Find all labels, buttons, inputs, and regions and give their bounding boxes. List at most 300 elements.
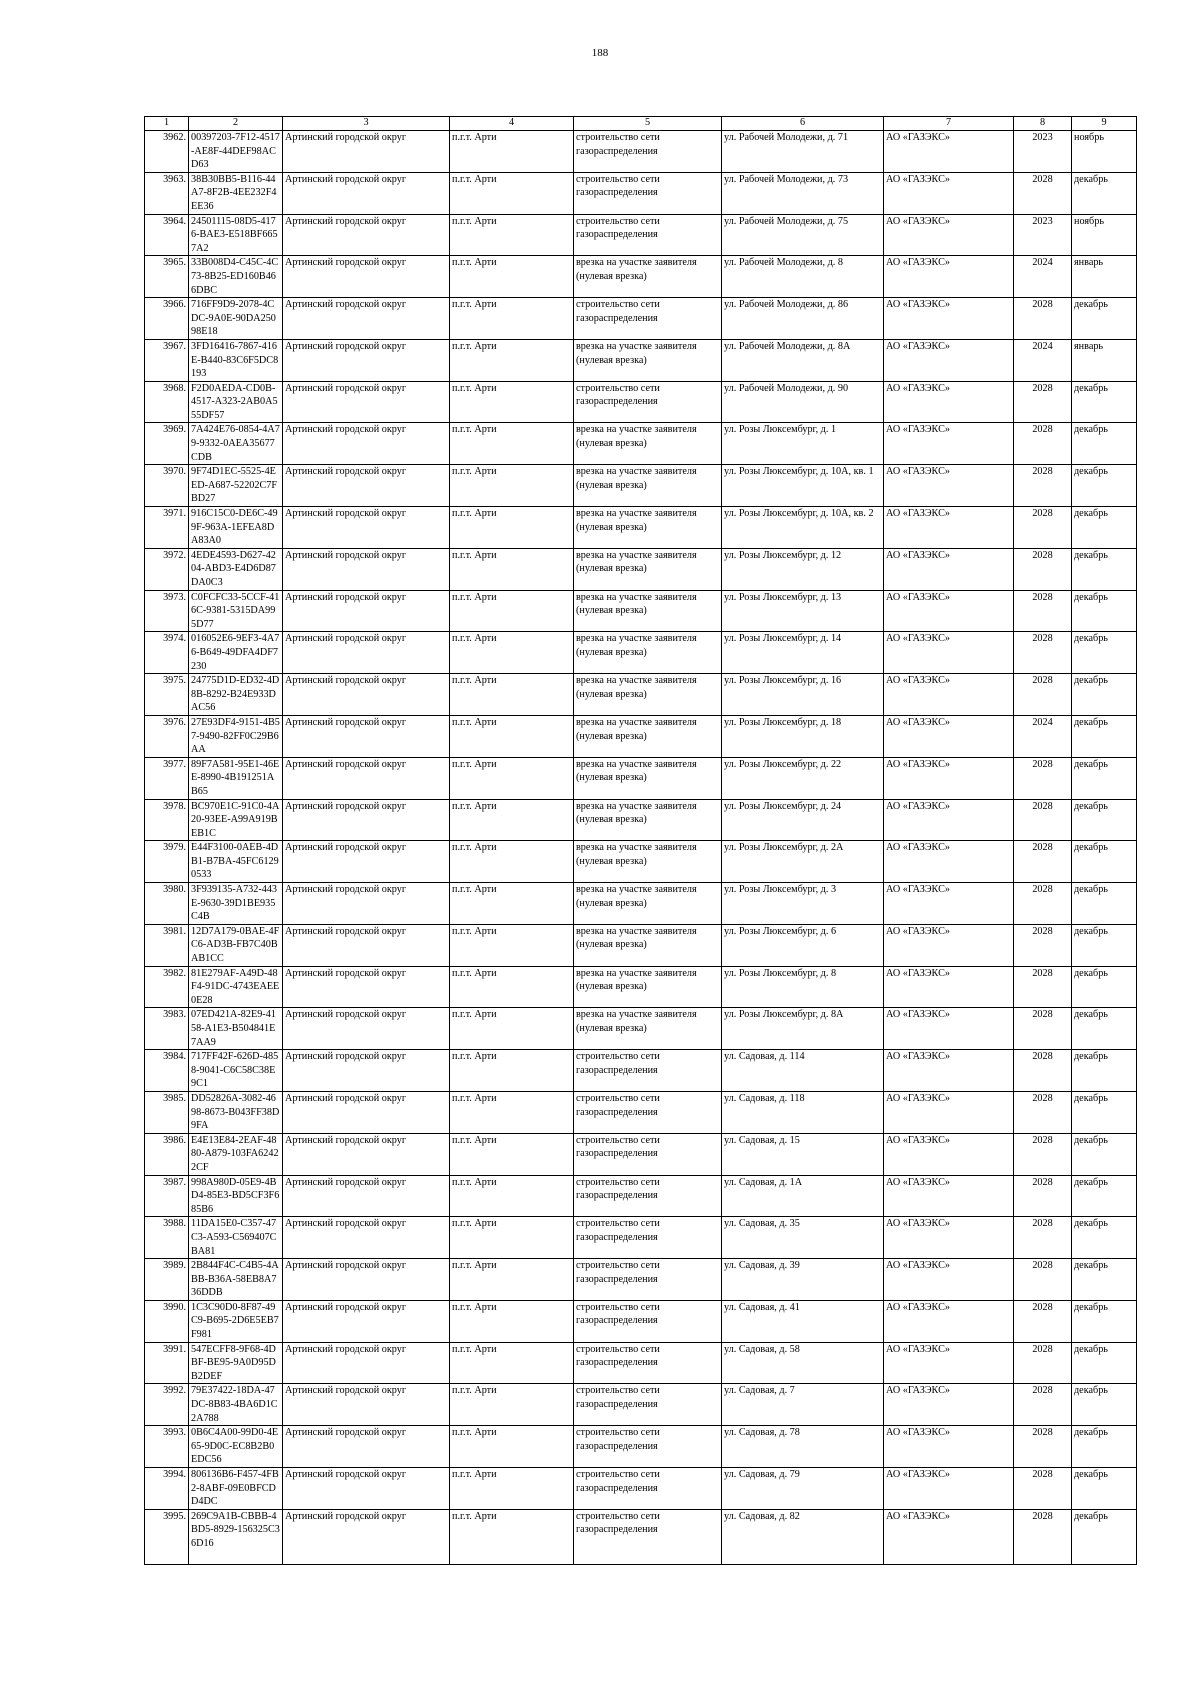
table-row (145, 674, 1137, 716)
cell-object-id: 7A424E76-0854-4A79-9332-0AEA35677CDB (189, 423, 283, 465)
cell-organization: АО «ГАЗЭКС» (884, 632, 1014, 674)
cell-work-type: врезка на участке заявителя (нулевая врезка) (574, 715, 722, 757)
cell-settlement: п.г.т. Арти (450, 465, 574, 507)
cell-object-id: 269C9A1B-CBBB-4BD5-8929-156325C36D16 (189, 1509, 283, 1564)
column-header: 2 (189, 117, 283, 131)
cell-address: ул. Розы Люксембург, д. 14 (722, 632, 884, 674)
cell-month: ноябрь (1072, 131, 1137, 173)
cell-organization: АО «ГАЗЭКС» (884, 1468, 1014, 1510)
cell-year: 2028 (1014, 632, 1072, 674)
column-header: 4 (450, 117, 574, 131)
cell-month: декабрь (1072, 1384, 1137, 1426)
cell-district: Артинский городской округ (283, 1008, 450, 1050)
cell-address: ул. Розы Люксембург, д. 8А (722, 1008, 884, 1050)
cell-month: декабрь (1072, 799, 1137, 841)
cell-district: Артинский городской округ (283, 883, 450, 925)
cell-work-type: врезка на участке заявителя (нулевая врезка) (574, 924, 722, 966)
cell-address: ул. Садовая, д. 79 (722, 1468, 884, 1510)
cell-organization: АО «ГАЗЭКС» (884, 256, 1014, 298)
table-row (145, 1300, 1137, 1342)
cell-organization: АО «ГАЗЭКС» (884, 1384, 1014, 1426)
column-header: 7 (884, 117, 1014, 131)
cell-organization: АО «ГАЗЭКС» (884, 548, 1014, 590)
cell-row-number: 3989. (145, 1259, 189, 1301)
cell-month: декабрь (1072, 883, 1137, 925)
cell-settlement: п.г.т. Арти (450, 381, 574, 423)
cell-object-id: 89F7A581-95E1-46EE-8990-4B191251AB65 (189, 757, 283, 799)
cell-address: ул. Рабочей Молодежи, д. 86 (722, 298, 884, 340)
cell-object-id: 716FF9D9-2078-4CDC-9A0E-90DA25098E18 (189, 298, 283, 340)
cell-month: декабрь (1072, 172, 1137, 214)
cell-organization: АО «ГАЗЭКС» (884, 172, 1014, 214)
cell-organization: АО «ГАЗЭКС» (884, 966, 1014, 1008)
cell-year: 2028 (1014, 1217, 1072, 1259)
table-row (145, 966, 1137, 1008)
cell-month: декабрь (1072, 1217, 1137, 1259)
cell-object-id: 806136B6-F457-4FB2-8ABF-09E0BFCDD4DC (189, 1468, 283, 1510)
cell-settlement: п.г.т. Арти (450, 1468, 574, 1510)
cell-year: 2028 (1014, 1050, 1072, 1092)
cell-settlement: п.г.т. Арти (450, 172, 574, 214)
cell-month: декабрь (1072, 465, 1137, 507)
table-row (145, 1133, 1137, 1175)
cell-object-id: 38B30BB5-B116-44A7-8F2B-4EE232F4EE36 (189, 172, 283, 214)
table-row (145, 548, 1137, 590)
cell-district: Артинский городской округ (283, 1426, 450, 1468)
cell-settlement: п.г.т. Арти (450, 799, 574, 841)
cell-settlement: п.г.т. Арти (450, 1008, 574, 1050)
cell-address: ул. Садовая, д. 39 (722, 1259, 884, 1301)
cell-year: 2028 (1014, 966, 1072, 1008)
column-header: 6 (722, 117, 884, 131)
cell-object-id: 3FD16416-7867-416E-B440-83C6F5DC8193 (189, 339, 283, 381)
cell-settlement: п.г.т. Арти (450, 1133, 574, 1175)
cell-organization: АО «ГАЗЭКС» (884, 799, 1014, 841)
cell-year: 2028 (1014, 1259, 1072, 1301)
cell-address: ул. Розы Люксембург, д. 3 (722, 883, 884, 925)
cell-district: Артинский городской округ (283, 172, 450, 214)
cell-address: ул. Розы Люксембург, д. 16 (722, 674, 884, 716)
cell-settlement: п.г.т. Арти (450, 298, 574, 340)
cell-month: декабрь (1072, 1300, 1137, 1342)
cell-district: Артинский городской округ (283, 1468, 450, 1510)
cell-object-id: C0FCFC33-5CCF-416C-9381-5315DA995D77 (189, 590, 283, 632)
cell-address: ул. Садовая, д. 35 (722, 1217, 884, 1259)
cell-month: декабрь (1072, 548, 1137, 590)
cell-organization: АО «ГАЗЭКС» (884, 1342, 1014, 1384)
cell-year: 2023 (1014, 214, 1072, 256)
cell-year: 2028 (1014, 1384, 1072, 1426)
cell-year: 2028 (1014, 799, 1072, 841)
table-row (145, 1091, 1137, 1133)
cell-district: Артинский городской округ (283, 674, 450, 716)
cell-row-number: 3967. (145, 339, 189, 381)
cell-work-type: врезка на участке заявителя (нулевая врезка) (574, 548, 722, 590)
cell-organization: АО «ГАЗЭКС» (884, 131, 1014, 173)
cell-work-type: врезка на участке заявителя (нулевая врезка) (574, 841, 722, 883)
cell-work-type: строительство сети газораспределения (574, 172, 722, 214)
cell-organization: АО «ГАЗЭКС» (884, 1133, 1014, 1175)
cell-year: 2028 (1014, 590, 1072, 632)
cell-district: Артинский городской округ (283, 1217, 450, 1259)
table-row (145, 632, 1137, 674)
column-header: 3 (283, 117, 450, 131)
cell-object-id: 2B844F4C-C4B5-4ABB-B36A-58EB8A736DDB (189, 1259, 283, 1301)
column-header: 5 (574, 117, 722, 131)
cell-district: Артинский городской округ (283, 1050, 450, 1092)
table-row (145, 1175, 1137, 1217)
cell-month: декабрь (1072, 590, 1137, 632)
cell-row-number: 3987. (145, 1175, 189, 1217)
cell-year: 2028 (1014, 507, 1072, 549)
cell-year: 2028 (1014, 1509, 1072, 1564)
cell-work-type: врезка на участке заявителя (нулевая врезка) (574, 632, 722, 674)
cell-year: 2028 (1014, 1175, 1072, 1217)
cell-object-id: 79E37422-18DA-47DC-8B83-4BA6D1C2A788 (189, 1384, 283, 1426)
cell-district: Артинский городской округ (283, 465, 450, 507)
cell-settlement: п.г.т. Арти (450, 1091, 574, 1133)
cell-work-type: врезка на участке заявителя (нулевая врезка) (574, 507, 722, 549)
cell-district: Артинский городской округ (283, 548, 450, 590)
cell-row-number: 3972. (145, 548, 189, 590)
cell-address: ул. Розы Люксембург, д. 8 (722, 966, 884, 1008)
cell-year: 2028 (1014, 423, 1072, 465)
cell-settlement: п.г.т. Арти (450, 507, 574, 549)
cell-object-id: BC970E1C-91C0-4A20-93EE-A99A919BEB1C (189, 799, 283, 841)
cell-month: январь (1072, 339, 1137, 381)
column-number-row (145, 117, 1137, 131)
cell-organization: АО «ГАЗЭКС» (884, 298, 1014, 340)
cell-work-type: строительство сети газораспределения (574, 1384, 722, 1426)
cell-month: декабрь (1072, 632, 1137, 674)
cell-work-type: строительство сети газораспределения (574, 1468, 722, 1510)
cell-address: ул. Садовая, д. 7 (722, 1384, 884, 1426)
cell-work-type: строительство сети газораспределения (574, 1426, 722, 1468)
cell-row-number: 3978. (145, 799, 189, 841)
cell-month: декабрь (1072, 674, 1137, 716)
cell-row-number: 3982. (145, 966, 189, 1008)
cell-address: ул. Розы Люксембург, д. 12 (722, 548, 884, 590)
cell-month: декабрь (1072, 841, 1137, 883)
cell-year: 2028 (1014, 548, 1072, 590)
cell-address: ул. Рабочей Молодежи, д. 73 (722, 172, 884, 214)
cell-work-type: врезка на участке заявителя (нулевая врезка) (574, 966, 722, 1008)
cell-row-number: 3976. (145, 715, 189, 757)
cell-address: ул. Рабочей Молодежи, д. 90 (722, 381, 884, 423)
cell-year: 2028 (1014, 1091, 1072, 1133)
cell-work-type: врезка на участке заявителя (нулевая врезка) (574, 465, 722, 507)
cell-object-id: 9F74D1EC-5525-4EED-A687-52202C7FBD27 (189, 465, 283, 507)
cell-row-number: 3984. (145, 1050, 189, 1092)
cell-district: Артинский городской округ (283, 1509, 450, 1564)
cell-year: 2028 (1014, 465, 1072, 507)
cell-settlement: п.г.т. Арти (450, 924, 574, 966)
cell-row-number: 3977. (145, 757, 189, 799)
table-row (145, 799, 1137, 841)
cell-address: ул. Рабочей Молодежи, д. 71 (722, 131, 884, 173)
cell-work-type: врезка на участке заявителя (нулевая врезка) (574, 339, 722, 381)
cell-row-number: 3965. (145, 256, 189, 298)
cell-year: 2028 (1014, 757, 1072, 799)
cell-settlement: п.г.т. Арти (450, 548, 574, 590)
cell-settlement: п.г.т. Арти (450, 1342, 574, 1384)
cell-year: 2028 (1014, 1133, 1072, 1175)
table-row (145, 131, 1137, 173)
cell-row-number: 3983. (145, 1008, 189, 1050)
cell-settlement: п.г.т. Арти (450, 1384, 574, 1426)
cell-settlement: п.г.т. Арти (450, 1175, 574, 1217)
cell-work-type: строительство сети газораспределения (574, 1175, 722, 1217)
cell-row-number: 3964. (145, 214, 189, 256)
cell-year: 2028 (1014, 1426, 1072, 1468)
cell-district: Артинский городской округ (283, 423, 450, 465)
cell-settlement: п.г.т. Арти (450, 841, 574, 883)
cell-object-id: F2D0AEDA-CD0B-4517-A323-2AB0A555DF57 (189, 381, 283, 423)
page-number: 188 (591, 47, 609, 59)
cell-district: Артинский городской округ (283, 757, 450, 799)
cell-address: ул. Садовая, д. 114 (722, 1050, 884, 1092)
cell-object-id: 916C15C0-DE6C-499F-963A-1EFEA8DA83A0 (189, 507, 283, 549)
cell-object-id: DD52826A-3082-4698-8673-B043FF38D9FA (189, 1091, 283, 1133)
column-header: 9 (1072, 117, 1137, 131)
table-row (145, 214, 1137, 256)
cell-organization: АО «ГАЗЭКС» (884, 1259, 1014, 1301)
table-row (145, 381, 1137, 423)
cell-settlement: п.г.т. Арти (450, 966, 574, 1008)
cell-address: ул. Розы Люксембург, д. 13 (722, 590, 884, 632)
cell-settlement: п.г.т. Арти (450, 1300, 574, 1342)
cell-settlement: п.г.т. Арти (450, 1509, 574, 1564)
cell-month: декабрь (1072, 1426, 1137, 1468)
cell-settlement: п.г.т. Арти (450, 423, 574, 465)
cell-organization: АО «ГАЗЭКС» (884, 1175, 1014, 1217)
cell-organization: АО «ГАЗЭКС» (884, 715, 1014, 757)
cell-object-id: 07ED421A-82E9-4158-A1E3-B504841E7AA9 (189, 1008, 283, 1050)
cell-year: 2028 (1014, 841, 1072, 883)
table-row (145, 1384, 1137, 1426)
cell-row-number: 3971. (145, 507, 189, 549)
cell-organization: АО «ГАЗЭКС» (884, 1426, 1014, 1468)
cell-address: ул. Садовая, д. 41 (722, 1300, 884, 1342)
cell-row-number: 3963. (145, 172, 189, 214)
cell-settlement: п.г.т. Арти (450, 632, 574, 674)
table-row (145, 883, 1137, 925)
cell-district: Артинский городской округ (283, 131, 450, 173)
cell-month: декабрь (1072, 1175, 1137, 1217)
cell-address: ул. Розы Люксембург, д. 10А, кв. 2 (722, 507, 884, 549)
cell-organization: АО «ГАЗЭКС» (884, 1050, 1014, 1092)
cell-row-number: 3970. (145, 465, 189, 507)
cell-work-type: врезка на участке заявителя (нулевая врезка) (574, 883, 722, 925)
table-row (145, 715, 1137, 757)
cell-organization: АО «ГАЗЭКС» (884, 214, 1014, 256)
cell-year: 2024 (1014, 715, 1072, 757)
cell-work-type: строительство сети газораспределения (574, 1509, 722, 1564)
table-row (145, 841, 1137, 883)
cell-month: декабрь (1072, 507, 1137, 549)
cell-district: Артинский городской округ (283, 507, 450, 549)
cell-settlement: п.г.т. Арти (450, 214, 574, 256)
table-row (145, 757, 1137, 799)
cell-settlement: п.г.т. Арти (450, 1217, 574, 1259)
cell-object-id: 0B6C4A00-99D0-4E65-9D0C-EC8B2B0EDC56 (189, 1426, 283, 1468)
cell-object-id: 1C3C90D0-8F87-49C9-B695-2D6E5EB7F981 (189, 1300, 283, 1342)
cell-row-number: 3991. (145, 1342, 189, 1384)
cell-address: ул. Розы Люксембург, д. 24 (722, 799, 884, 841)
cell-work-type: строительство сети газораспределения (574, 1133, 722, 1175)
cell-work-type: врезка на участке заявителя (нулевая врезка) (574, 590, 722, 632)
cell-district: Артинский городской округ (283, 1091, 450, 1133)
cell-work-type: врезка на участке заявителя (нулевая врезка) (574, 423, 722, 465)
cell-address: ул. Садовая, д. 15 (722, 1133, 884, 1175)
table-row (145, 1342, 1137, 1384)
cell-year: 2028 (1014, 924, 1072, 966)
cell-row-number: 3973. (145, 590, 189, 632)
cell-settlement: п.г.т. Арти (450, 1050, 574, 1092)
cell-work-type: строительство сети газораспределения (574, 1342, 722, 1384)
cell-district: Артинский городской округ (283, 1259, 450, 1301)
table-row (145, 172, 1137, 214)
cell-object-id: 33B008D4-C45C-4C73-8B25-ED160B466DBC (189, 256, 283, 298)
cell-object-id: 27E93DF4-9151-4B57-9490-82FF0C29B6AA (189, 715, 283, 757)
cell-row-number: 3975. (145, 674, 189, 716)
cell-settlement: п.г.т. Арти (450, 674, 574, 716)
cell-address: ул. Садовая, д. 78 (722, 1426, 884, 1468)
cell-object-id: 24775D1D-ED32-4D8B-8292-B24E933DAC56 (189, 674, 283, 716)
cell-month: декабрь (1072, 924, 1137, 966)
table-row (145, 298, 1137, 340)
cell-organization: АО «ГАЗЭКС» (884, 339, 1014, 381)
cell-row-number: 3968. (145, 381, 189, 423)
cell-work-type: строительство сети газораспределения (574, 1300, 722, 1342)
cell-year: 2024 (1014, 256, 1072, 298)
cell-year: 2028 (1014, 1300, 1072, 1342)
cell-organization: АО «ГАЗЭКС» (884, 924, 1014, 966)
cell-row-number: 3969. (145, 423, 189, 465)
cell-organization: АО «ГАЗЭКС» (884, 381, 1014, 423)
cell-organization: АО «ГАЗЭКС» (884, 1217, 1014, 1259)
cell-work-type: врезка на участке заявителя (нулевая врезка) (574, 757, 722, 799)
cell-address: ул. Розы Люксембург, д. 2А (722, 841, 884, 883)
cell-district: Артинский городской округ (283, 256, 450, 298)
cell-district: Артинский городской округ (283, 1342, 450, 1384)
cell-object-id: 81E279AF-A49D-48F4-91DC-4743EAEE0E28 (189, 966, 283, 1008)
cell-district: Артинский городской округ (283, 1300, 450, 1342)
cell-object-id: 3F939135-A732-443E-9630-39D1BE935C4B (189, 883, 283, 925)
table-row (145, 1259, 1137, 1301)
cell-district: Артинский городской округ (283, 966, 450, 1008)
cell-district: Артинский городской округ (283, 799, 450, 841)
cell-district: Артинский городской округ (283, 924, 450, 966)
cell-work-type: строительство сети газораспределения (574, 1217, 722, 1259)
cell-object-id: 4EDE4593-D627-4204-ABD3-E4D6D87DA0C3 (189, 548, 283, 590)
cell-address: ул. Садовая, д. 1А (722, 1175, 884, 1217)
cell-work-type: врезка на участке заявителя (нулевая врезка) (574, 799, 722, 841)
cell-object-id: 12D7A179-0BAE-4FC6-AD3B-FB7C40BAB1CC (189, 924, 283, 966)
cell-month: ноябрь (1072, 214, 1137, 256)
cell-address: ул. Садовая, д. 118 (722, 1091, 884, 1133)
cell-work-type: строительство сети газораспределения (574, 1091, 722, 1133)
cell-work-type: строительство сети газораспределения (574, 381, 722, 423)
table-row (145, 1509, 1137, 1564)
cell-row-number: 3995. (145, 1509, 189, 1564)
cell-district: Артинский городской округ (283, 632, 450, 674)
cell-address: ул. Розы Люксембург, д. 18 (722, 715, 884, 757)
cell-object-id: 717FF42F-626D-4858-9041-C6C58C38E9C1 (189, 1050, 283, 1092)
table-row (145, 465, 1137, 507)
cell-row-number: 3985. (145, 1091, 189, 1133)
cell-address: ул. Розы Люксембург, д. 10А, кв. 1 (722, 465, 884, 507)
cell-year: 2023 (1014, 131, 1072, 173)
column-header: 1 (145, 117, 189, 131)
cell-district: Артинский городской округ (283, 298, 450, 340)
cell-district: Артинский городской округ (283, 339, 450, 381)
cell-organization: АО «ГАЗЭКС» (884, 1300, 1014, 1342)
cell-month: декабрь (1072, 298, 1137, 340)
cell-settlement: п.г.т. Арти (450, 1426, 574, 1468)
table-row (145, 1468, 1137, 1510)
cell-year: 2028 (1014, 883, 1072, 925)
cell-settlement: п.г.т. Арти (450, 590, 574, 632)
cell-month: декабрь (1072, 1509, 1137, 1564)
cell-year: 2028 (1014, 674, 1072, 716)
cell-month: декабрь (1072, 1008, 1137, 1050)
cell-address: ул. Рабочей Молодежи, д. 8 (722, 256, 884, 298)
table-row (145, 924, 1137, 966)
cell-year: 2028 (1014, 1342, 1072, 1384)
cell-month: декабрь (1072, 1259, 1137, 1301)
cell-row-number: 3990. (145, 1300, 189, 1342)
cell-row-number: 3974. (145, 632, 189, 674)
cell-organization: АО «ГАЗЭКС» (884, 423, 1014, 465)
registry-body (145, 131, 1137, 1565)
cell-month: декабрь (1072, 1133, 1137, 1175)
cell-year: 2028 (1014, 298, 1072, 340)
cell-settlement: п.г.т. Арти (450, 256, 574, 298)
cell-organization: АО «ГАЗЭКС» (884, 1509, 1014, 1564)
cell-row-number: 3986. (145, 1133, 189, 1175)
cell-work-type: строительство сети газораспределения (574, 214, 722, 256)
cell-district: Артинский городской округ (283, 841, 450, 883)
cell-year: 2024 (1014, 339, 1072, 381)
cell-address: ул. Розы Люксембург, д. 22 (722, 757, 884, 799)
table-row (145, 1217, 1137, 1259)
registry-table (144, 116, 1137, 1565)
cell-address: ул. Садовая, д. 58 (722, 1342, 884, 1384)
cell-row-number: 3979. (145, 841, 189, 883)
cell-month: декабрь (1072, 715, 1137, 757)
cell-object-id: 11DA15E0-C357-47C3-A593-C569407CBA81 (189, 1217, 283, 1259)
cell-work-type: строительство сети газораспределения (574, 1050, 722, 1092)
cell-row-number: 3992. (145, 1384, 189, 1426)
cell-work-type: врезка на участке заявителя (нулевая врезка) (574, 256, 722, 298)
cell-row-number: 3981. (145, 924, 189, 966)
cell-district: Артинский городской округ (283, 590, 450, 632)
cell-organization: АО «ГАЗЭКС» (884, 757, 1014, 799)
column-header: 8 (1014, 117, 1072, 131)
cell-settlement: п.г.т. Арти (450, 883, 574, 925)
cell-object-id: 016052E6-9EF3-4A76-B649-49DFA4DF7230 (189, 632, 283, 674)
cell-month: декабрь (1072, 1468, 1137, 1510)
cell-object-id: 24501115-08D5-4176-BAE3-E518BF6657A2 (189, 214, 283, 256)
cell-organization: АО «ГАЗЭКС» (884, 674, 1014, 716)
cell-year: 2028 (1014, 1008, 1072, 1050)
table-row (145, 590, 1137, 632)
cell-month: декабрь (1072, 423, 1137, 465)
cell-district: Артинский городской округ (283, 1175, 450, 1217)
table-row (145, 1426, 1137, 1468)
cell-row-number: 3980. (145, 883, 189, 925)
